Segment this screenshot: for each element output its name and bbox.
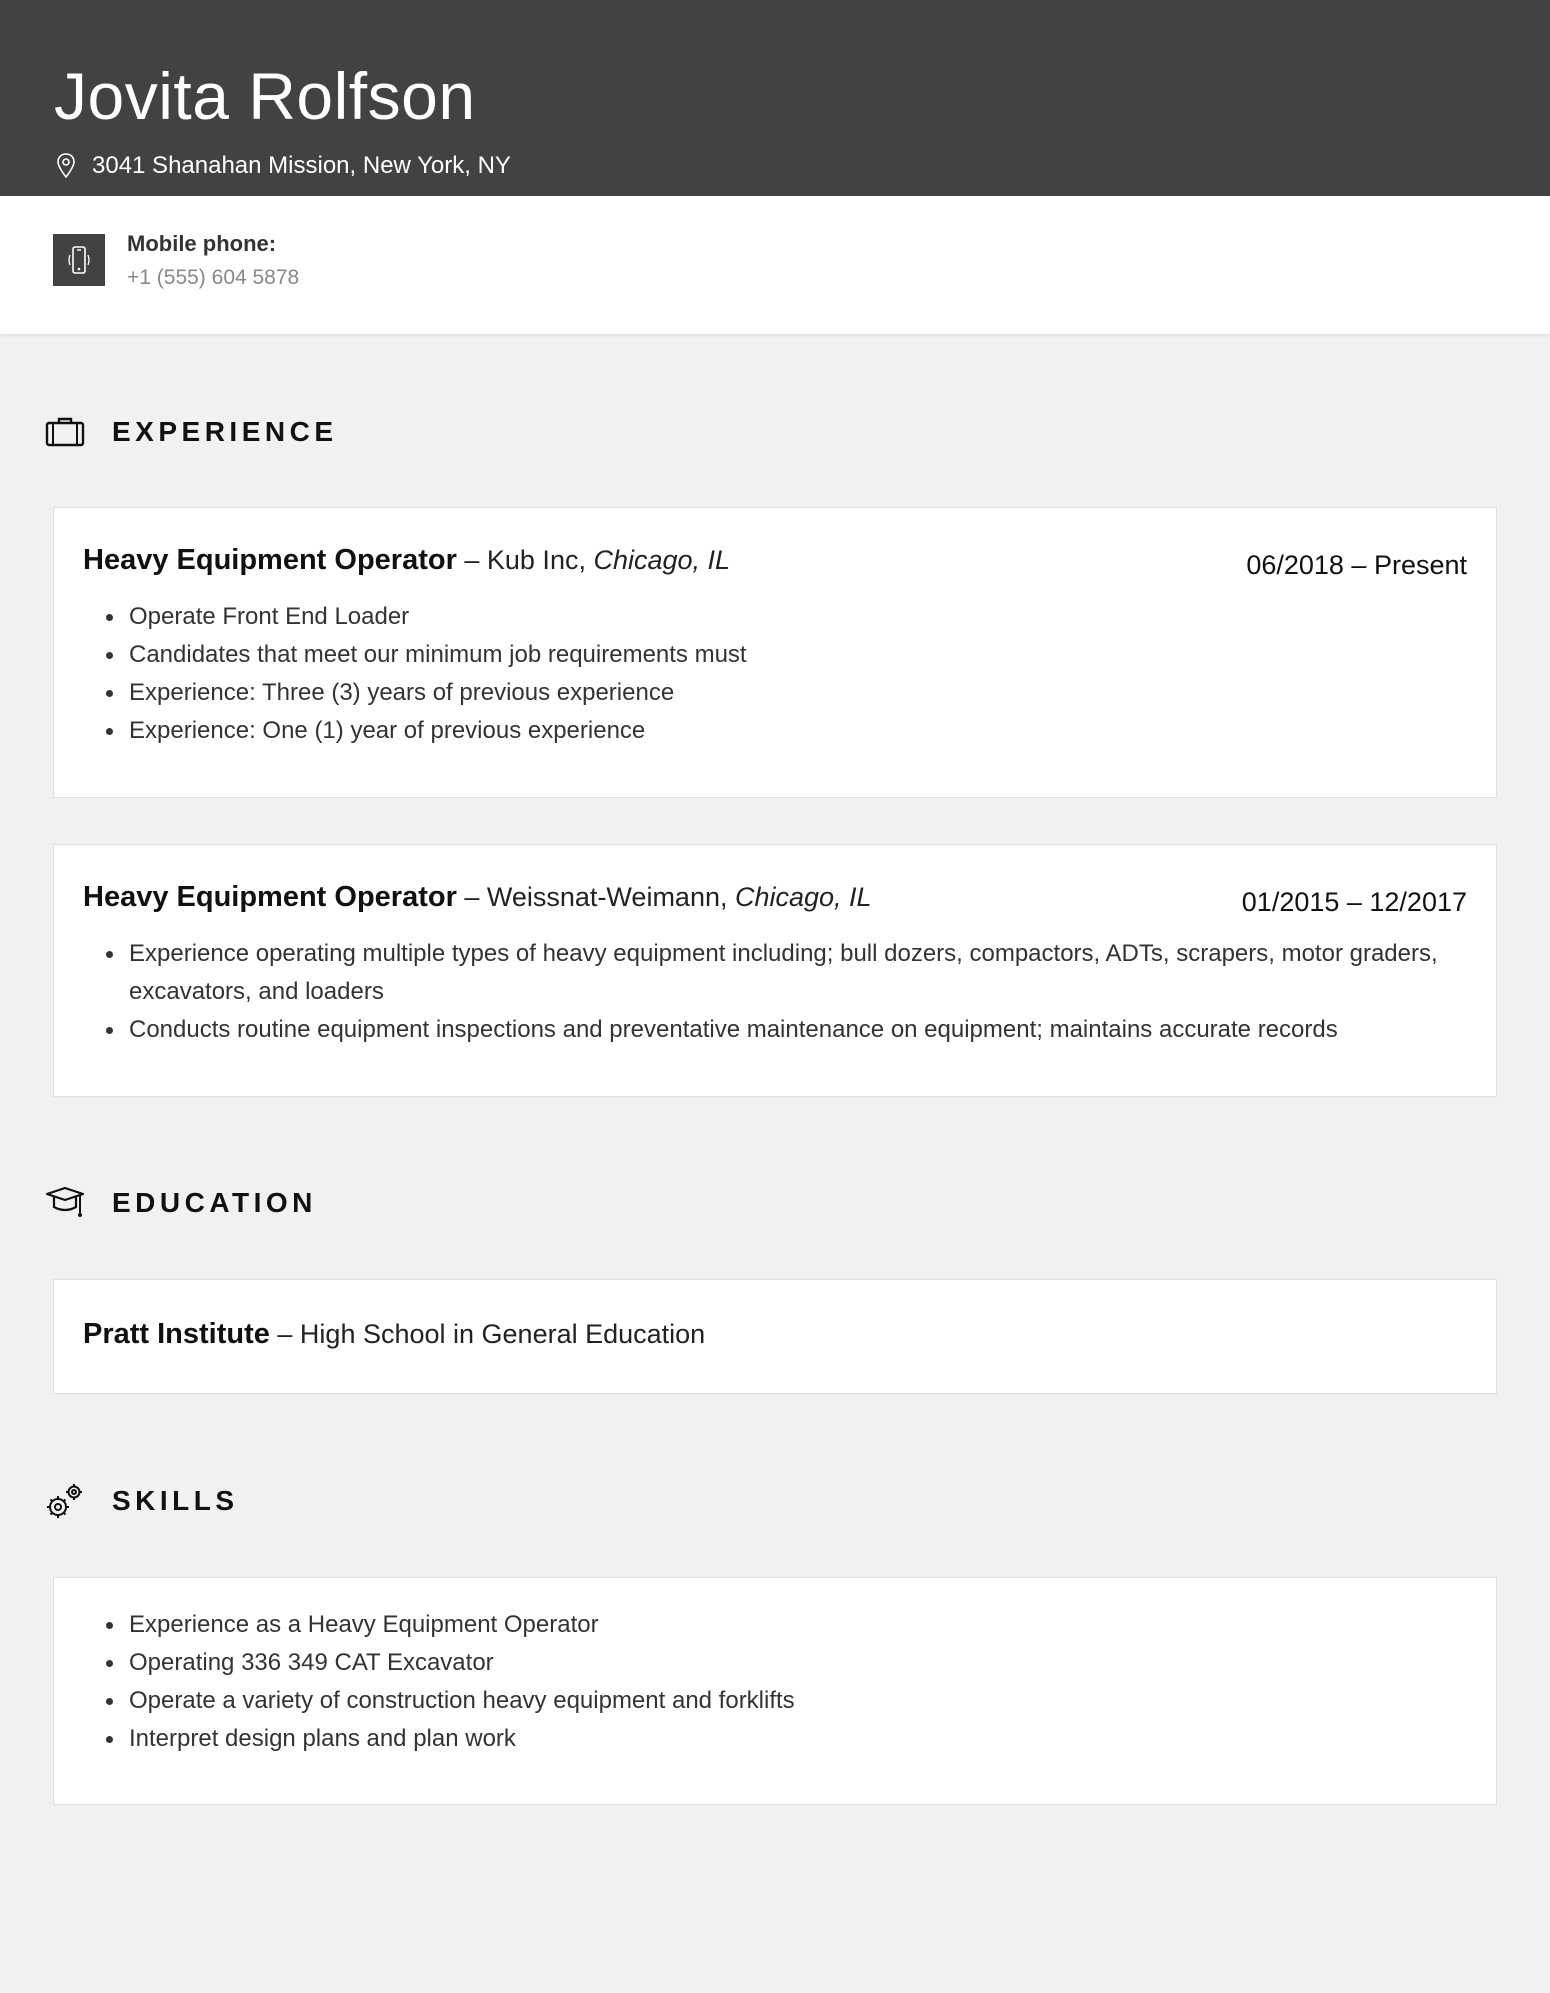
job-header bbox=[83, 544, 1467, 584]
job-dates: 01/2015 – 12/2017 bbox=[1241, 887, 1467, 917]
candidate-name: Jovita Rolfson bbox=[54, 59, 476, 133]
list-item: Experience as a Heavy Equipment Operator bbox=[83, 1606, 1467, 1644]
job-title: Heavy Equipment Operator bbox=[83, 544, 457, 576]
experience-heading bbox=[44, 412, 338, 452]
location-pin-icon bbox=[54, 152, 78, 180]
list-item: Experience operating multiple types of heavy equipment including; bull dozers, compactors, ADTs, scrapers, motor graders, excavators, and loaders bbox=[83, 935, 1467, 1011]
job-location: Chicago, IL bbox=[734, 882, 872, 912]
job-bullets bbox=[83, 598, 1467, 750]
mobile-phone-icon bbox=[53, 234, 105, 286]
education-card bbox=[53, 1279, 1497, 1394]
address-row bbox=[54, 148, 511, 184]
list-item: Interpret design plans and plan work bbox=[83, 1720, 1467, 1758]
list-item: Candidates that meet our minimum job requirements must bbox=[83, 636, 1467, 674]
list-item: Operate a variety of construction heavy equipment and forklifts bbox=[83, 1682, 1467, 1720]
graduation-cap-icon bbox=[44, 1183, 86, 1223]
list-item: Experience: One (1) year of previous experience bbox=[83, 712, 1467, 750]
job-card bbox=[53, 844, 1497, 1097]
gears-icon bbox=[44, 1481, 86, 1521]
education-title: EDUCATION bbox=[112, 1187, 317, 1218]
job-location: Chicago, IL bbox=[593, 545, 731, 575]
briefcase-icon bbox=[44, 412, 86, 452]
school-name: Pratt Institute bbox=[83, 1318, 270, 1350]
job-company: – Kub Inc, bbox=[456, 545, 594, 575]
job-bullets bbox=[83, 935, 1467, 1049]
address-text: 3041 Shanahan Mission, New York, NY bbox=[92, 152, 511, 179]
list-item: Operating 336 349 CAT Excavator bbox=[83, 1644, 1467, 1682]
job-company: – Weissnat-Weimann, bbox=[456, 882, 735, 912]
skills-list bbox=[83, 1606, 1467, 1758]
list-item: Conducts routine equipment inspections and preventative maintenance on equipment; maintains accurate records bbox=[83, 1011, 1467, 1049]
degree-text: – High School in General Education bbox=[269, 1319, 706, 1349]
job-dates: 06/2018 – Present bbox=[1246, 550, 1467, 580]
phone-value: +1 (555) 604 5878 bbox=[127, 266, 300, 289]
contact-band bbox=[0, 196, 1550, 334]
job-header bbox=[83, 881, 1467, 921]
skills-card bbox=[53, 1577, 1497, 1805]
job-title: Heavy Equipment Operator bbox=[83, 881, 457, 913]
list-item: Operate Front End Loader bbox=[83, 598, 1467, 636]
experience-title: EXPERIENCE bbox=[112, 416, 338, 447]
skills-heading bbox=[44, 1481, 239, 1521]
education-heading bbox=[44, 1183, 317, 1223]
job-card bbox=[53, 507, 1497, 798]
education-entry bbox=[83, 1318, 705, 1351]
skills-title: SKILLS bbox=[112, 1485, 239, 1516]
list-item: Experience: Three (3) years of previous experience bbox=[83, 674, 1467, 712]
resume-header bbox=[0, 0, 1550, 196]
phone-label: Mobile phone: bbox=[127, 231, 277, 256]
